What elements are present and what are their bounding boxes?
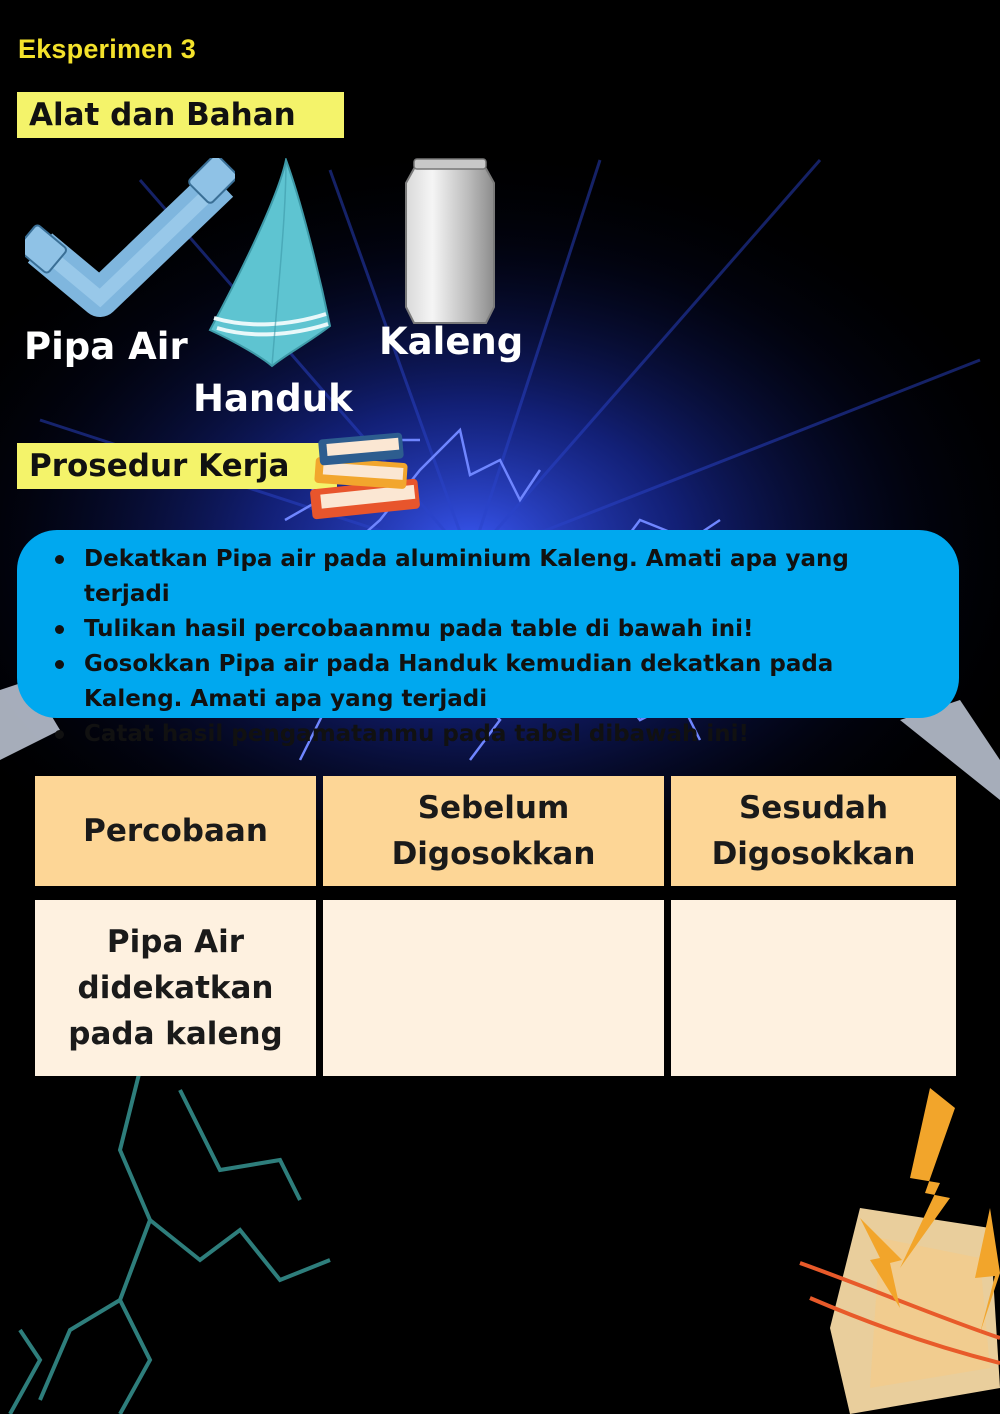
procedure-step: Gosokkan Pipa air pada Handuk kemudian dekatkan pada Kaleng. Amati apa yang terjadi — [72, 647, 939, 717]
column-header: Sebelum Digosokkan — [323, 776, 664, 886]
tools-heading: Alat dan Bahan — [17, 92, 344, 138]
tool-label-handuk: Handuk — [193, 377, 353, 420]
table-cell-input[interactable] — [671, 900, 956, 1076]
tool-label-kaleng: Kaleng — [379, 320, 524, 363]
pipe-icon — [25, 158, 235, 318]
table-cell: Pipa Air didekatkan pada kaleng — [35, 900, 316, 1076]
procedure-heading: Prosedur Kerja — [17, 443, 337, 489]
table-row — [35, 900, 956, 1076]
observation-table — [28, 762, 963, 1090]
procedure-step: Tulikan hasil percobaanmu pada table di bawah ini! — [72, 612, 939, 647]
procedure-step: Dekatkan Pipa air pada aluminium Kaleng. Amati apa yang terjadi — [72, 542, 939, 612]
can-icon — [404, 157, 496, 325]
column-header: Percobaan — [35, 776, 316, 886]
table-cell-input[interactable] — [323, 900, 664, 1076]
books-icon — [305, 432, 423, 524]
column-header: Sesudah Digosokkan — [671, 776, 956, 886]
lightning-bolt-icon — [790, 1088, 1000, 1414]
table-header-row — [35, 776, 956, 886]
procedure-step: Catat hasil pengamatanmu pada tabel dibawah ini! — [72, 717, 939, 752]
procedure-list — [72, 542, 939, 752]
experiment-title: Eksperimen 3 — [18, 34, 196, 64]
procedure-box — [17, 530, 959, 747]
tool-label-pipa-air: Pipa Air — [24, 325, 188, 368]
towel-icon — [208, 158, 333, 368]
